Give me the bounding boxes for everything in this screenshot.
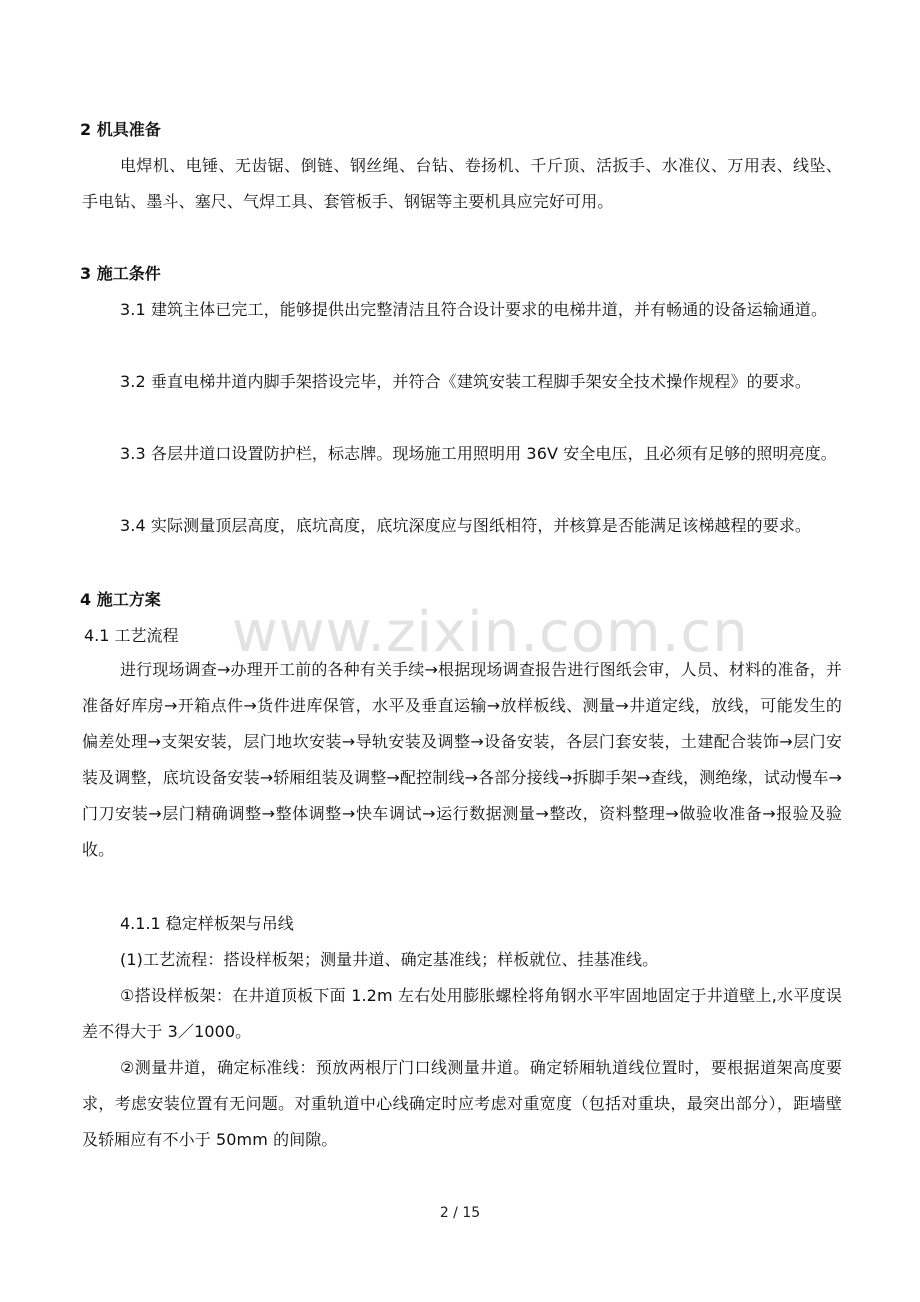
- section-4-1-subheading: 4.1 工艺流程: [84, 626, 179, 645]
- section-3-1-paragraph: 3.1 建筑主体已完工，能够提供出完整清洁且符合设计要求的电梯井道，并有畅通的设备运输通道。: [120, 300, 828, 319]
- section-3-4-paragraph: 3.4 实际测量顶层高度，底坑高度，底坑深度应与图纸相符，并核算是否能满足该梯越程的要求。: [120, 516, 812, 535]
- section-3-3-paragraph: 3.3 各层井道口设置防护栏，标志牌。现场施工用照明用 36V 安全电压，且必须有足够的照明亮度。: [120, 444, 837, 463]
- section-4-1-1-subheading: 4.1.1 稳定样板架与吊线: [120, 914, 294, 933]
- section-2-paragraph: 电焊机、电锤、无齿锯、倒链、钢丝绳、台钻、卷扬机、千斤顶、活扳手、水准仪、万用表、线坠、手电钻、墨斗、塞尺、气焊工具、套管板手、钢锯等主要机具应完好可用。: [82, 156, 842, 211]
- section-4-1-1-step-1: (1)工艺流程：搭设样板架；测量井道、确定基准线；样板就位、挂基准线。: [120, 950, 659, 969]
- section-4-heading: 4 施工方案: [80, 590, 161, 609]
- page-number: 2 / 15: [439, 1205, 481, 1221]
- section-4-1-1-step-2: ①搭设样板架：在井道顶板下面 1.2m 左右处用膨胀螺栓将角钢水平牢固地固定于井道壁上,水平度误差不得大于 3／1000。: [82, 986, 842, 1041]
- section-2-heading: 2 机具准备: [80, 120, 161, 139]
- watermark: www.zixin.com.cn: [232, 600, 749, 665]
- section-4-1-paragraph: 进行现场调查→办理开工前的各种有关手续→根据现场调查报告进行图纸会审，人员、材料的准备，并准备好库房→开箱点件→货件进库保管，水平及垂直运输→放样板线、测量→井道定线，放线，可能发生的偏差处理→支架安装，层门地坎安装→导轨安装及调整→设备安装，各层门套安装，土建配合装饰→层门安装及调整，底坑设备安装→轿厢组装及调整→配控制线→各部分接线→拆脚手架→查线，测绝缘，试动慢车→门刀安装→层门精确调整→整体调整→快车调试→运行数据测量→整改，资料整理→做验收准备→报验及验收。: [82, 660, 842, 859]
- section-4-1-1-step-3: ②测量井道，确定标准线：预放两根厅门口线测量井道。确定轿厢轨道线位置时，要根据道架高度要求，考虑安装位置有无问题。对重轨道中心线确定时应考虑对重宽度（包括对重块，最突出部分），距墙壁及轿厢应有不小于 50mm 的间隙。: [82, 1058, 842, 1149]
- section-3-heading: 3 施工条件: [80, 264, 161, 283]
- section-3-2-paragraph: 3.2 垂直电梯井道内脚手架搭设完毕，并符合《建筑安装工程脚手架安全技术操作规程》的要求。: [120, 372, 812, 391]
